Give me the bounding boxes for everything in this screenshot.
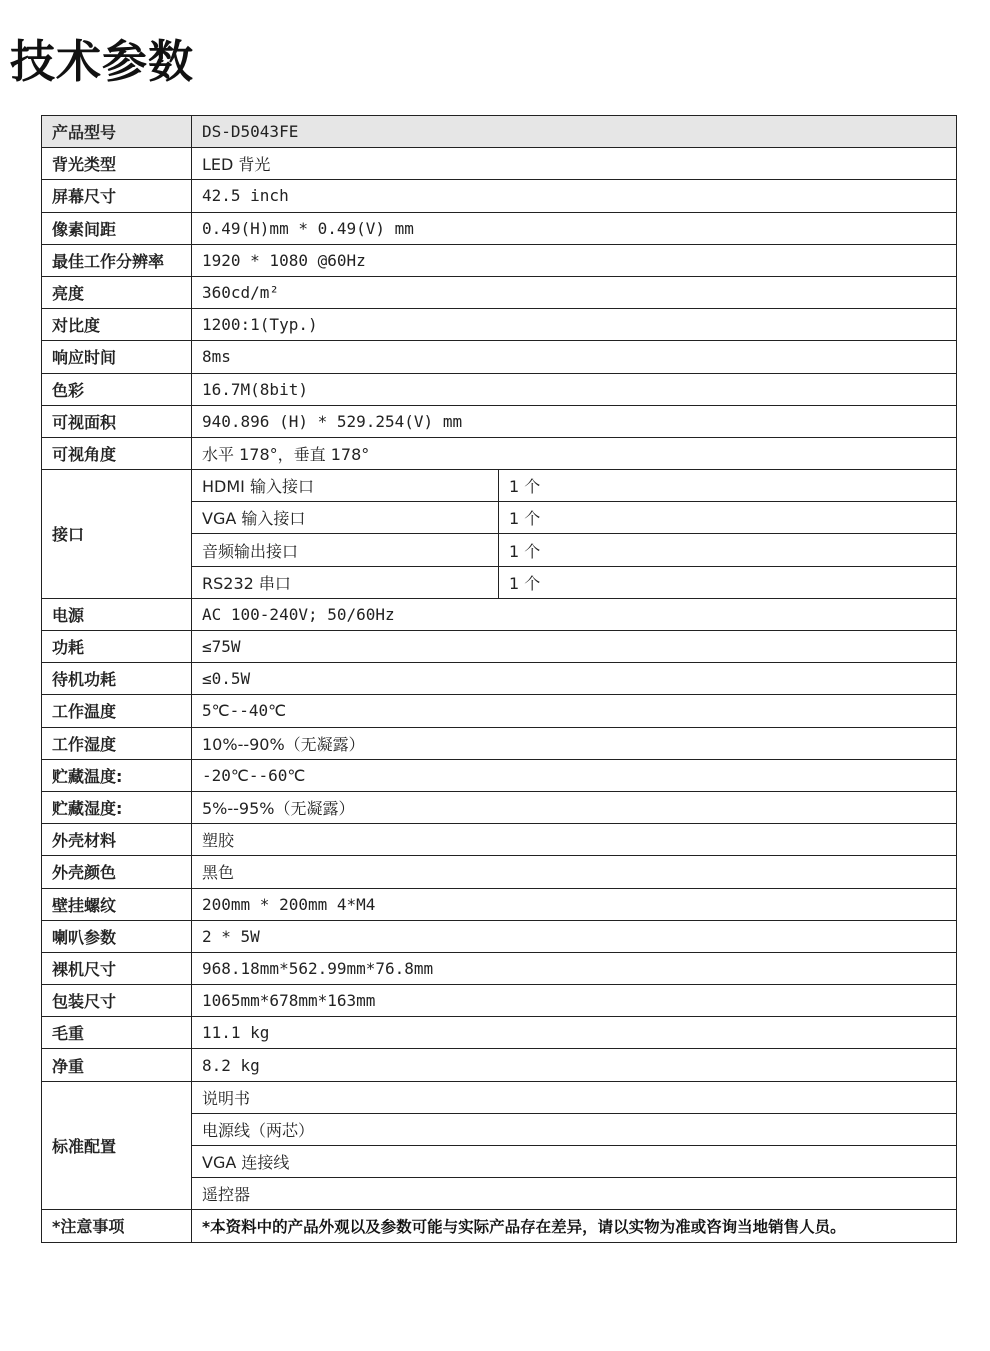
table-row: [42, 1017, 957, 1049]
table-row: [42, 791, 957, 823]
row-label: 贮藏温度:: [42, 759, 192, 791]
table-row: [42, 985, 957, 1017]
table-row-standard-config: [42, 1081, 957, 1113]
row-value: 1065mm*678mm*163mm: [192, 985, 957, 1017]
row-value: 8.2 kg: [192, 1049, 957, 1081]
row-label: 功耗: [42, 631, 192, 663]
row-label: 贮藏湿度:: [42, 791, 192, 823]
interface-name: 音频输出接口: [192, 534, 499, 566]
interface-count: 1 个: [499, 566, 957, 598]
row-label: 对比度: [42, 309, 192, 341]
table-row: [42, 1049, 957, 1081]
row-value: 200mm * 200mm 4*M4: [192, 888, 957, 920]
row-label: 外壳颜色: [42, 856, 192, 888]
row-value: 1920 * 1080 @60Hz: [192, 244, 957, 276]
row-value: 0.49(H)mm * 0.49(V) mm: [192, 212, 957, 244]
row-label: 电源: [42, 598, 192, 630]
table-row: [42, 373, 957, 405]
interface-count: 1 个: [499, 534, 957, 566]
table-row: [42, 148, 957, 180]
table-row-note: [42, 1210, 957, 1242]
config-item: 遥控器: [192, 1178, 957, 1210]
interface-count: 1 个: [499, 502, 957, 534]
row-value: 塑胶: [192, 824, 957, 856]
table-row: [42, 727, 957, 759]
row-value: 1200:1(Typ.): [192, 309, 957, 341]
row-value: 16.7M(8bit): [192, 373, 957, 405]
table-row: [42, 437, 957, 469]
note-text: *本资料中的产品外观以及参数可能与实际产品存在差异，请以实物为准或咨询当地销售人员。: [192, 1210, 957, 1242]
table-row: [42, 341, 957, 373]
table-row: [42, 952, 957, 984]
row-value: 940.896 (H) * 529.254(V) mm: [192, 405, 957, 437]
config-item: 说明书: [192, 1081, 957, 1113]
row-value: -20℃--60℃: [192, 759, 957, 791]
table-row: [42, 759, 957, 791]
spec-table: [41, 115, 957, 1243]
row-value: ≤0.5W: [192, 663, 957, 695]
row-label: 工作湿度: [42, 727, 192, 759]
row-value: 8ms: [192, 341, 957, 373]
row-label: 外壳材料: [42, 824, 192, 856]
row-label: 最佳工作分辨率: [42, 244, 192, 276]
table-row: [42, 276, 957, 308]
row-value: 黑色: [192, 856, 957, 888]
table-row: [42, 180, 957, 212]
row-value: 360cd/m²: [192, 276, 957, 308]
row-label: 净重: [42, 1049, 192, 1081]
table-row-model: [42, 116, 957, 148]
row-label: 接口: [42, 470, 192, 599]
row-label: 标准配置: [42, 1081, 192, 1210]
row-label: 响应时间: [42, 341, 192, 373]
row-label: 裸机尺寸: [42, 952, 192, 984]
table-row: [42, 244, 957, 276]
table-row: [42, 631, 957, 663]
row-label: *注意事项: [42, 1210, 192, 1242]
interface-count: 1 个: [499, 470, 957, 502]
config-item: VGA 连接线: [192, 1146, 957, 1178]
table-row: [42, 920, 957, 952]
row-label: 产品型号: [42, 116, 192, 148]
row-label: 可视角度: [42, 437, 192, 469]
row-value: 水平 178°，垂直 178°: [192, 437, 957, 469]
interface-name: VGA 输入接口: [192, 502, 499, 534]
row-label: 工作温度: [42, 695, 192, 727]
table-row: [42, 598, 957, 630]
table-row: [42, 824, 957, 856]
interface-name: RS232 串口: [192, 566, 499, 598]
interface-name: HDMI 输入接口: [192, 470, 499, 502]
row-label: 像素间距: [42, 212, 192, 244]
table-row-interface: [42, 470, 957, 502]
row-value: ≤75W: [192, 631, 957, 663]
row-label: 毛重: [42, 1017, 192, 1049]
page-title: 技术参数: [10, 35, 195, 88]
row-value: 2 * 5W: [192, 920, 957, 952]
row-value: 5%--95%（无凝露）: [192, 791, 957, 823]
row-label: 亮度: [42, 276, 192, 308]
row-label: 喇叭参数: [42, 920, 192, 952]
row-label: 待机功耗: [42, 663, 192, 695]
row-label: 包装尺寸: [42, 985, 192, 1017]
row-label: 色彩: [42, 373, 192, 405]
table-row: [42, 888, 957, 920]
row-label: 屏幕尺寸: [42, 180, 192, 212]
row-label: 壁挂螺纹: [42, 888, 192, 920]
table-row: [42, 856, 957, 888]
row-value: 5℃--40℃: [192, 695, 957, 727]
table-row: [42, 309, 957, 341]
row-label: 可视面积: [42, 405, 192, 437]
table-row: [42, 663, 957, 695]
row-value: LED 背光: [192, 148, 957, 180]
row-value: 42.5 inch: [192, 180, 957, 212]
row-label: 背光类型: [42, 148, 192, 180]
table-row: [42, 695, 957, 727]
row-value: DS-D5043FE: [192, 116, 957, 148]
row-value: AC 100-240V; 50/60Hz: [192, 598, 957, 630]
config-item: 电源线（两芯）: [192, 1113, 957, 1145]
row-value: 10%--90%（无凝露）: [192, 727, 957, 759]
row-value: 968.18mm*562.99mm*76.8mm: [192, 952, 957, 984]
table-row: [42, 405, 957, 437]
row-value: 11.1 kg: [192, 1017, 957, 1049]
table-row: [42, 212, 957, 244]
